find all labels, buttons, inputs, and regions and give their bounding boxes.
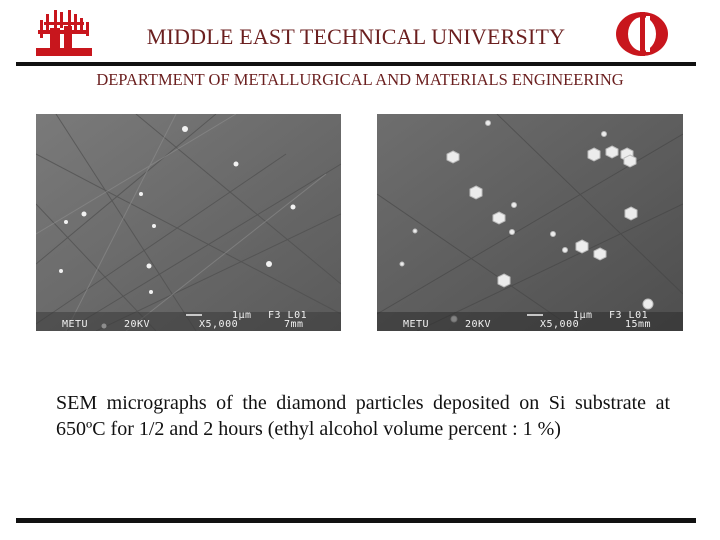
sem-label-code: F3 L01 bbox=[268, 310, 308, 321]
sem-label-scale: 1μm bbox=[232, 310, 252, 321]
sem-micrograph-right bbox=[377, 114, 683, 331]
sem-label-magnification: X5,000 bbox=[199, 319, 239, 330]
sem-label-code: F3 L01 bbox=[609, 310, 649, 321]
sem-label-distance: 7mm bbox=[284, 319, 304, 330]
sem-label-scale: 1μm bbox=[573, 310, 593, 321]
sem-label-magnification: X5,000 bbox=[540, 319, 580, 330]
sem-label-metu: METU bbox=[403, 319, 430, 330]
sem-label-voltage: 20KV bbox=[124, 319, 151, 330]
sem-label-voltage: 20KV bbox=[465, 319, 492, 330]
sem-micrograph-left bbox=[36, 114, 341, 331]
footer-divider bbox=[16, 518, 696, 523]
university-title: MIDDLE EAST TECHNICAL UNIVERSITY bbox=[146, 24, 566, 49]
header-divider bbox=[16, 62, 696, 66]
sem-label-metu: METU bbox=[62, 319, 89, 330]
department-title: DEPARTMENT OF METALLURGICAL AND MATERIALS ENGINEERING bbox=[96, 70, 624, 89]
sem-label-distance: 15mm bbox=[625, 319, 652, 330]
micrograph-caption: SEM micrographs of the diamond particles deposited on Si substrate at 650ºC for 1/2 and 2 hours (ethyl alcohol volume percent : 1 %) bbox=[56, 392, 670, 440]
